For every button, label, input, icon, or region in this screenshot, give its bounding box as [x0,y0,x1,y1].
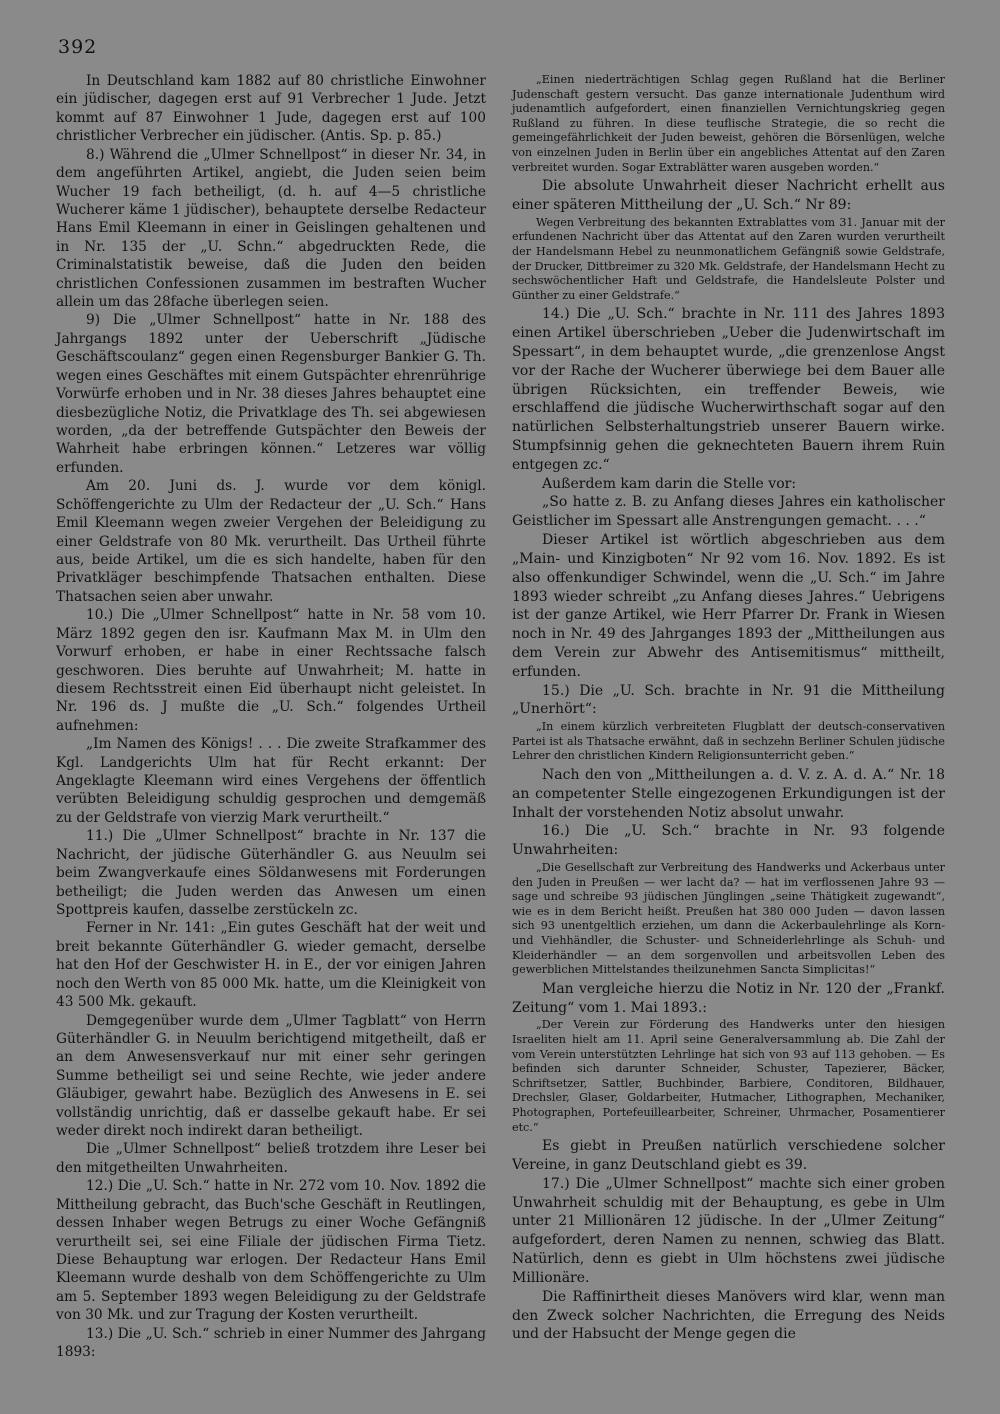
paragraph: Nach den von „Mittheilungen a. d. V. z. A. d. A.“ Nr. 18 an competenter Stelle eingezogenen Erkundigungen ist der Inhalt der vorstehenden Notiz absolut unwahr. [512,767,945,821]
paragraph: Man vergleiche hierzu die Notiz in Nr. 120 der „Frankf. Zeitung“ vom 1. Mai 1893.: [512,980,945,1016]
paragraph: Dieser Artikel ist wörtlich abgeschrieben aus dem „Main- und Kinzigboten“ Nr 92 vom 16. Nov. 1892. Es ist also offenkundiger Schwindel, wenn die „U. Sch.“ im Jahre 1893 wieder schreibt „zu Anfang dieses Jahres.“ Uebrigens ist der ganze Artikel, wie Herr Pfarrer Dr. Frank in Wiesen noch in Nr. 49 des Jahrganges 1893 der „Mittheilungen aus dem Verein zur Abwehr des Antisemitismus“ mittheilt, erfunden. [512,532,945,680]
paragraph: 8.) Während die „Ulmer Schnellpost“ in dieser Nr. 34, in dem angeführten Artikel, angiebt, die Juden seien beim Wucher 19 fach betheiligt, (d. h. auf 4—5 christliche Wucherer käme 1 jüdischer), behauptete derselbe Redacteur Hans Emil Kleemann in einer in Geislingen gehaltenen und in Nr. 135 der „U. Schn.“ abgedruckten Rede, die Criminalstatistik beweise, daß die Juden den beiden christlichen Confessionen zusammen im bestraften Wucher allein um das 28fache überlegen seien. [56,146,486,311]
paragraph: 11.) Die „Ulmer Schnellpost“ brachte in Nr. 137 die Nachricht, der jüdische Güterhändler G. aus Neuulm sei beim Zwangverkaufe eines Söldanwesens mit Forderungen betheiligt; die Juden werden das Anwesen um einen Spottpreis kaufen, dasselbe zerstückeln zc. [56,828,486,918]
paragraph: 15.) Die „U. Sch. brachte in Nr. 91 die Mittheilung „Unerhört“: [512,682,945,718]
paragraph: 10.) Die „Ulmer Schnellpost“ hatte in Nr. 58 vom 10. März 1892 gegen den isr. Kaufmann Max M. in Ulm den Vorwurf erhoben, er habe in einer Rechtssache falsch geschworen. Dies beruhte auf Unwahrheit; M. hatte in diesem Rechtsstreit einen Eid überhaupt nicht geleistet. In Nr. 196 ds. J mußte die „U. Sch.“ folgendes Urtheil aufnehmen: [56,607,486,734]
paragraph: „Im Namen des Königs! . . . Die zweite Strafkammer des Kgl. Landgerichts Ulm hat für Recht erkannt: Der Angeklagte Kleemann wird eines Vergehens der öffentlich verübten Beleidigung schuldig gesprochen und demgemäß zu der Geldstrafe von vierzig Mark verurtheilt.“ [56,736,486,826]
paragraph: Die Raffinirtheit dieses Manövers wird klar, wenn man den Zweck solcher Nachrichten, die Erregung des Neids und der Habsucht der Menge gegen die [512,1288,945,1343]
paragraph: In Deutschland kam 1882 auf 80 christliche Einwohner ein jüdischer, dagegen erst auf 91 Verbrecher 1 Jude. Jetzt kommt auf 87 Einwohner 1 Jude, dagegen erst auf 100 christlicher Verbrecher ein jüdischer. (Antis. Sp. p. 85.) [56,73,486,145]
paragraph: Die „Ulmer Schnellpost“ beließ trotzdem ihre Leser bei den mitgetheilten Unwahrheiten. [56,1141,486,1176]
paragraph: Außerdem kam darin die Stelle vor: [542,475,797,492]
paragraph: Die absolute Unwahrheit dieser Nachricht erhellt aus einer späteren Mittheilung der „U. Sch.“ Nr 89: [512,178,945,213]
paragraph: „So hatte z. B. zu Anfang dieses Jahres ein katholischer Geistlicher im Spessart alle Anstrengungen gemacht. . . .“ [512,494,945,530]
right-column [512,72,945,1344]
paragraph: 16.) Die „U. Sch.“ brachte in Nr. 93 folgende Unwahrheiten: [512,823,945,859]
quoted-paragraph: „Einen niederträchtigen Schlag gegen Rußland hat die Berliner Judenschaft gestern versucht. Das ganze internationale Judenthum wird judenamtlich aufgefordert, einen finanziellen Vernichtungskrieg gegen Rußland zu führen. In diese teuflische Strategie, die so recht die gemeingefährlichkeit der Juden beweist, gehören die Börsenlügen, welche von einzelnen Juden in Berlin über ein angebliches Attentat auf den Zaren verbreitet wurden. Sogar Extrablätter waren ausgeben worden.“ [512,73,945,174]
quoted-paragraph: „Die Gesellschaft zur Verbreitung des Handwerks und Ackerbaus unter den Juden in Preußen — wer lacht da? — hat im verflossenen Jahre 93 — sage und schreibe 93 jüdischen Jünglingen „seine Thätigkeit zugewandt“, wie es in dem Bericht heißt. Preußen hat 380 000 Juden — davon lassen sich 93 unentgeltlich erziehen, um dann die Ackerbaulehrlinge als Korn- und Viehhändler, die Schuster- und Schneiderlehrlinge als Schuh- und Kleiderhändler — an dem sorgenvollen und arbeitsvollen Leben des gewerblichen Mittelstandes theilzunehmen Sancta Simplicitas!“ [512,861,945,977]
paragraph: 17.) Die „Ulmer Schnellpost“ machte sich einer groben Unwahrheit schuldig mit der Behauptung, es gebe in Ulm unter 21 Millionären 12 jüdische. In der „Ulmer Zeitung“ aufgefordert, deren Namen zu nennen, schwieg das Blatt. Natürlich, denn es giebt in Ulm höchstens zwei jüdische Millionäre. [512,1175,945,1286]
paragraph: Am 20. Juni ds. J. wurde vor dem königl. Schöffengerichte zu Ulm der Redacteur der „U. Sch.“ Hans Emil Kleemann wegen zweier Vergehen der Beleidigung zu einer Geldstrafe von 80 Mk. verurtheilt. Das Urtheil führte aus, beide Artikel, um die es sich handelte, haben für den Privatkläger beschimpfende Thatsachen enthalten. Diese Thatsachen seien aber unwahr. [56,478,486,605]
paragraph: Ferner in Nr. 141: „Ein gutes Geschäft hat der weit und breit bekannte Güterhändler G. wieder gemacht, derselbe hat den Hof der Geschwister H. in E., der vor einigen Jahren noch den Werth von 85 000 Mk. hatte, um die Kleinigkeit von 43 500 Mk. gekauft. [56,920,486,1011]
paragraph: Demgegenüber wurde dem „Ulmer Tagblatt“ von Herrn Güterhändler G. in Neuulm berichtigend mitgetheilt, daß er an dem Anwesensverkauf nur mit einer sehr geringen Summe betheiligt sei und seine Rechte, wie jeder andere Gläubiger, gewahrt habe. Bezüglich des Anwesens in E. sei vollständig unrichtig, daß er dasselbe gekauft habe. Er sei weder direkt noch indirekt daran betheiligt. [56,1012,486,1140]
paragraph: Es giebt in Preußen natürlich verschiedene solcher Vereine, in ganz Deutschland giebt es 39. [512,1138,945,1173]
quoted-paragraph: Wegen Verbreitung des bekannten Extrablattes vom 31. Januar mit der erfundenen Nachricht über das Attentat auf den Zaren wurden verurtheilt der Handelsmann Hebel zu neunmonatlichem Gefängniß sowie Geldstrafe, der Drucker, Dittbreimer zu 320 Mk. Geldstrafe, der Handelsmann Hecht zu sechswöchentlicher Haft und Geldstrafe, die Handelsleute Polster und Günther zu einer Geldstrafe.“ [512,215,945,302]
left-column [56,72,486,1362]
quoted-paragraph: „Der Verein zur Förderung des Handwerks unter den hiesigen Israeliten hielt am 11. April seine Generalversammlung ab. Die Zahl der vom Verein unterstützten Lehrlinge hat sich von 93 auf 113 gehoben. — Es befinden sich darunter Schneider, Schuster, Tapezierer, Bäcker, Schriftsetzer, Sattler, Buchbinder, Barbiere, Conditoren, Bildhauer, Drechsler, Glaser, Goldarbeiter, Hutmacher, Lithographen, Mechaniker, Photographen, Portefeuillearbeiter, Schreiner, Uhrmacher, Posamentierer etc.“ [512,1018,945,1134]
paragraph: 14.) Die „U. Sch.“ brachte in Nr. 111 des Jahres 1893 einen Artikel überschrieben „Ueber die Judenwirtschaft im Spessart“, in dem behauptet wurde, „die grenzenlose Angst vor der Rache der Wucherer überwiege bei dem Bauer alle übrigen Rücksichten, ein treffender Beweis, wie erschlaffend die jüdische Wucherwirthschaft sogar auf den natürlichen Selbsterhaltungstrieb unserer Bauern wirke. Stumpfsinnig gehen die geknechteten Bauern ihrem Ruin entgegen zc.“ [512,306,945,473]
paragraph: 13.) Die „U. Sch.“ schrieb in einer Nummer des Jahrgang 1893: [56,1325,486,1361]
quoted-paragraph: „In einem kürzlich verbreiteten Flugblatt der deutsch-conservativen Partei ist als Thatsache erwähnt, daß in sechzehn Berliner Schulen jüdische Lehrer den christlichen Kindern Religionsunterricht geben.“ [512,720,945,763]
paragraph: 9) Die „Ulmer Schnellpost“ hatte in Nr. 188 des Jahrgangs 1892 unter der Ueberschrift „Jüdische Geschäftscoulanz“ gegen einen Regensburger Bankier G. Th. wegen eines Geschäftes mit einem Gutspächter ehrenrührige Vorwürfe erhoben und in Nr. 38 dieses Jahres behauptet eine diesbezügliche Notiz, die Privatklage des Th. sei abgewiesen worden, „da der betreffende Gutspächter den Beweis der Wahrheit habe erbringen können.“ Letzeres war völlig erfunden. [56,312,486,476]
paragraph: 12.) Die „U. Sch.“ hatte in Nr. 272 vom 10. Nov. 1892 die Mittheilung gebracht, das Buch'sche Geschäft in Reutlingen, dessen Inhaber wegen Betrugs zu einer Woche Gefängniß verurtheilt sei, sei eine Filiale der jüdischen Firma Tietz. Diese Behauptung war erlogen. Der Redacteur Hans Emil Kleemann wurde deshalb von dem Schöffengerichte zu Ulm am 5. September 1893 wegen Beleidigung zu der Geldstrafe von 30 Mk. und zur Tragung der Kosten verurtheilt. [56,1178,486,1324]
page-number: 392 [58,36,98,58]
